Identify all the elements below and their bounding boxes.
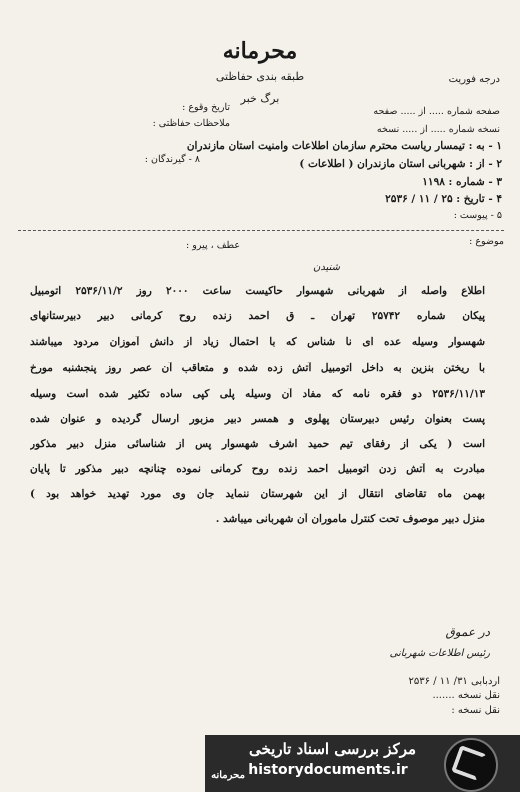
body-line: پست بعنوان رئیس دبیرستان پهلوی و همسر دبیر مزبور ارسال گردیده و عنوان شده [30, 413, 485, 425]
copies-line: نقل نسخه ....... [432, 690, 500, 701]
archive-center-name: مرکز بررسی اسناد تاریخی [248, 740, 417, 758]
urgency-label: درجه فوریت [448, 74, 500, 85]
distribution-line: نقل نسخه : [451, 705, 500, 716]
handwritten-annotation: شنیدن [312, 262, 340, 273]
signature-name: در عموق [445, 625, 490, 639]
divider [18, 230, 504, 231]
body-line: شهسوار وسیله عده ای نا شناس که با احتمال زیاد از دانش آموزان مردود میباشند [30, 336, 485, 348]
body-line: است ( یکی از رفقای تیم حمید اشرف شهسوار پس از شناسائی منزل دبیر مذکور [30, 438, 485, 450]
routing-attachment: ۵ - پیوست : [453, 210, 502, 221]
form-name: برگ خبر [240, 92, 280, 105]
body-line: اطلاع واصله از شهربانی شهسوار حاکیست ساعت ۲۰۰۰ روز ۲۵۳۶/۱۱/۲ اتومبیل [30, 285, 485, 297]
body-line: مبادرت به آتش زدن اتومبیل احمد زنده روح کرمانی نموده چنانچه دبیر مذکور تا پایان [30, 463, 485, 475]
bottom-title: محرمانه [211, 770, 245, 781]
followup-label: عطف ، پیرو : [186, 240, 240, 251]
copy-number-field: نسخه شماره ..... از ..... نسخه [376, 124, 500, 135]
subject-label: موضوع : [469, 236, 504, 247]
body-line: ۲۵۳۶/۱۱/۱۳ دو فقره نامه که مفاد آن وسیله پلی کپی ساده تکثیر شده است وسیله [30, 388, 485, 400]
routing-from: ۲ - از : شهربانی استان مازندران ( اطلاعات ) [299, 158, 502, 170]
event-date-field: تاریخ وقوع : [182, 102, 230, 113]
classification-label: طبقه بندی حفاظتی [215, 70, 305, 83]
signature-rank: رئیس اطلاعات شهربانی [389, 648, 490, 659]
body-line: منزل دبیر موصوف تحت کنترل ماموران آن شهربانی میباشد . [215, 513, 485, 525]
archive-website[interactable]: historydocuments.ir [248, 762, 408, 778]
document-title: محرمانه [222, 38, 298, 64]
body-line: با ریختن بنزین به داخل اتومبیل آتش زده شده و متعاقب آن عصر روز پنجشنبه مورخ [30, 362, 485, 374]
routing-to: ۱ - به : تیمسار ریاست محترم سازمان اطلاعات وامنیت استان مازندران [186, 140, 502, 152]
routing-date: ۴ - تاریخ : ۲۵ / ۱۱ / ۲۵۳۶ [385, 193, 502, 205]
body-line: پیکان شماره ۲۵۷۴۲ تهران ـ ق احمد زنده روح کرمانی دبیر دبیرستانهای [30, 310, 485, 322]
recipients-field: ۸ - گیرندگان : [144, 154, 200, 165]
security-notes-field: ملاحظات حفاظتی : [152, 118, 230, 129]
ledger-stamp: اردبابی ۳۱/ ۱۱ / ۲۵۳۶ [408, 676, 500, 687]
body-line: بهمن ماه تقاضای انتقال از این شهرستان ننماید جان وی مورد تهدید خواهد بود ) [30, 488, 485, 500]
routing-number: ۳ - شماره : ۱۱۹۸ [422, 176, 502, 188]
page-number-field: صفحه شماره ..... از ..... صفحه [373, 106, 500, 117]
